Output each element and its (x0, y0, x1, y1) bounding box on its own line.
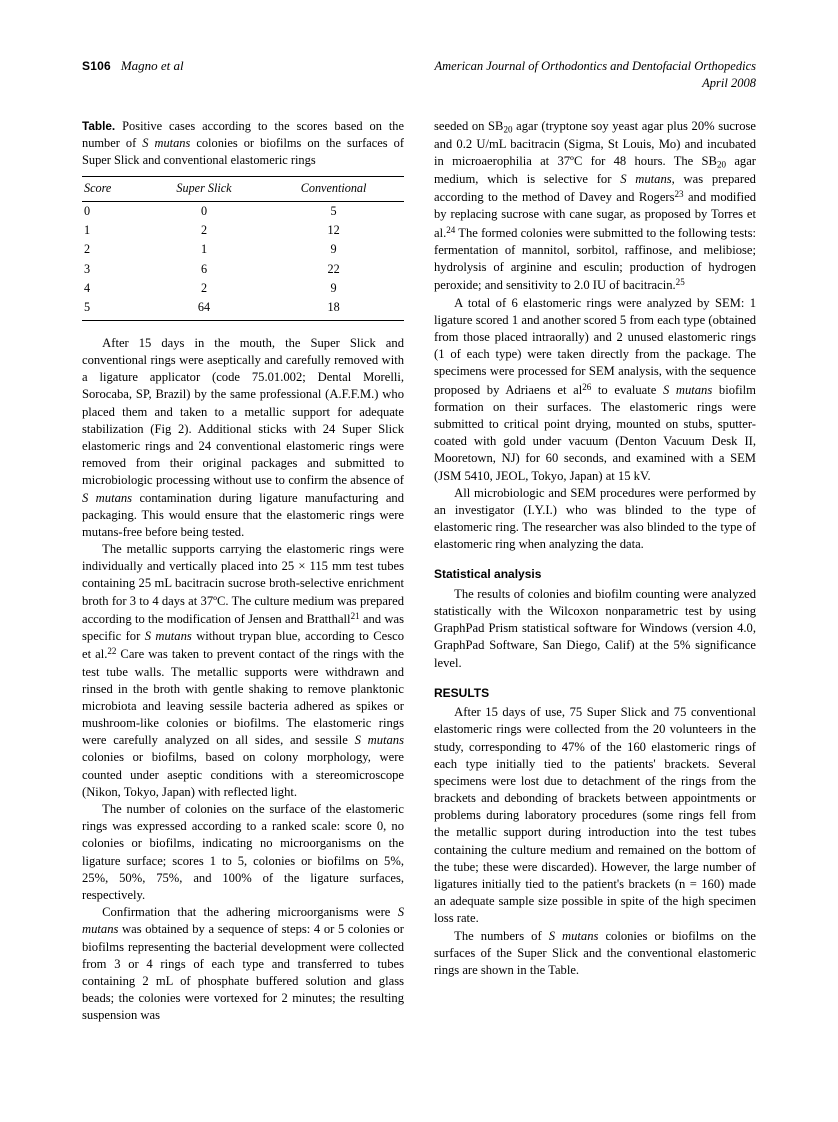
table-col-header-super-slick: Super Slick (145, 176, 263, 201)
paragraph-removal-procedure: After 15 days in the mouth, the Super Slick and conventional rings were aseptically and carefully removed with a ligature applicator (code 75.01.002; Dental Morelli, Sorocaba, SP, Brazil) by the same professional (A.F.F.M.) who placed them and taken to a metallic support for adequate stabilization (Fig 2). Additional sticks with 24 Super Slick elastomeric rings and 24 conventional elastomeric rings were removed from their original packages and submitted to microbiologic processing without use to confirm the absence of S mutans contamination during ligature manufacturing and packaging. This would ensure that the elastomeric rings were mutans-free before being tested. (82, 335, 404, 539)
paragraph-confirmation: Confirmation that the adhering microorganisms were S mutans was obtained by a sequence of steps: 4 or 5 colonies or biofilms representing the bacterial development were collected from 3 or 4 rings of each type and transferred to tubes containing 2 mL of phosphate buffered solution and glass beads; the colonies were vortexed for 2 minutes; the resulting suspension was (82, 905, 404, 1023)
page-number: S106 (82, 59, 111, 73)
left-column (82, 118, 404, 1024)
running-head-authors: Magno et al (120, 58, 184, 73)
table-row (82, 279, 404, 298)
table-body (82, 201, 404, 320)
cell-conventional: 9 (330, 280, 337, 295)
table-caption-text: Positive cases according to the scores based on the number of S mutans colonies or biofilms on the surfaces of Super Slick and conventional elastomeric rings (82, 119, 404, 167)
cell-super-slick: 64 (145, 298, 263, 320)
cell-score: 5 (82, 298, 145, 320)
heading-results: RESULTS (434, 685, 490, 700)
cell-conventional: 5 (330, 203, 337, 218)
table-row (82, 201, 404, 221)
table-row (82, 221, 404, 240)
table-row (82, 298, 404, 320)
table-col-header-score: Score (82, 176, 145, 201)
issue-date: April 2008 (702, 75, 756, 90)
running-head-left (82, 58, 184, 74)
cell-conventional: 12 (327, 223, 340, 238)
table-label: Table. (82, 119, 116, 133)
running-head-right (435, 58, 757, 92)
cell-conventional: 9 (330, 242, 337, 257)
paragraph-ranked-scale: The number of colonies on the surface of the elastomeric rings was expressed according to a ranked scale: score 0, no colonies or biofilms, indicating no microorganisms on the ligature surface; scores 1 to 5, colonies or biofilms on 5%, 25%, 50%, 75%, and 100% of the ligature surfaces, respectively. (82, 802, 404, 902)
cell-conventional: 22 (327, 261, 340, 276)
cell-score: 2 (84, 242, 91, 257)
cell-super-slick: 1 (200, 242, 208, 257)
cell-super-slick: 2 (200, 280, 208, 295)
running-head (82, 58, 756, 92)
paragraph-culture-medium: The metallic supports carrying the elastomeric rings were individually and vertically placed into 25 × 115 mm test tubes containing 25 mL bacitracin sucrose broth-selective enrichment broth for 3 to 4 days at 37ºC. The culture medium was prepared according to the modification of Jensen and Bratthall$^{21}$ and was specific for S mutans without trypan blue, according to Cesco et al.$^{22}$ Care was taken to prevent contact of the rings with the test tube walls. The metallic supports were withdrawn and rinsed in the broth with gentle shaking to remove planktonic microbiota and leaving sessile bacteria adhered as spikes or mushroom-like colonies or biofilms. The elastomeric rings were carefully analyzed on all sides, and sessile S mutans colonies or biofilms, based on colony morphology, were counted under aseptic conditions with a stereomicroscope (Nikon, Tokyo, Japan) with reflected light. (82, 542, 405, 799)
score-table (82, 176, 404, 321)
paragraph-results-collection: After 15 days of use, 75 Super Slick and 75 conventional elastomeric rings were collected from the 20 volunteers in the study, corresponding to 47% of the 160 elastomeric rings of each type initially tied to the patients' brackets. Several specimens were lost due to detachment of the rings from the brackets and debonding of brackets between appointments or problems during laboratory procedures (some rings fell from the metallic support during introduction into the test tubes containing the culture medium and remained on the bottom of the tube; these were discarded). However, the large number of ligatures initially tied to the patient's brackets (n = 160) made an adequate sample size possible in spite of the high specimen loss rate. (434, 705, 756, 926)
table-header-row (82, 176, 404, 201)
table-row (82, 259, 404, 278)
right-column (434, 118, 756, 979)
paragraph-results-table-ref: The numbers of S mutans colonies or biofilms on the surfaces of the Super Slick and the conventional elastomeric rings are shown in the Table. (434, 928, 756, 977)
cell-conventional: 18 (263, 298, 404, 320)
journal-title: American Journal of Orthodontics and Dentofacial Orthopedics (434, 59, 756, 73)
cell-super-slick: 0 (200, 203, 208, 218)
table-caption (82, 118, 404, 169)
cell-score: 4 (84, 280, 91, 295)
cell-score: 0 (84, 203, 91, 218)
cell-super-slick: 2 (200, 223, 208, 238)
cell-score: 1 (84, 223, 91, 238)
cell-super-slick: 6 (200, 261, 208, 276)
table-row (82, 240, 404, 259)
paragraph-sem-analysis: A total of 6 elastomeric rings were analyzed by SEM: 1 ligature scored 1 and another scored 5 from each type (obtained from those placed intraorally) and 2 unused elastomeric rings (1 of each type) were taken directly from the package. The specimens were processed for SEM analysis, with the sequence proposed by Adriaens et $al^{26}$ to evaluate S mutans biofilm formation on their surfaces. The elastomeric rings were submitted to critical point drying, mounted on stubs, sputter-coated with gold under vacuum (Denton Vacuum Desk II, Mooretown, NJ) for 60 seconds, and examined with a SEM (JSM 5410, JEOL, Tokyo, Japan) at 15 kV. (434, 295, 756, 483)
paragraph-statistics: The results of colonies and biofilm counting were analyzed statistically with the Wilcoxon nonparametric test by using GraphPad Prism statistical software for Windows (version 4.0, GraphPad Software, San Diego, Calif) at the 5% significance level. (434, 586, 756, 670)
cell-score: 3 (84, 261, 91, 276)
heading-statistical-analysis: Statistical analysis (434, 567, 542, 582)
paragraph-agar-seeding: seeded on $SB_{20}$ agar (tryptone soy yeast agar plus 20% sucrose and 0.2 U/mL bacitracin (Sigma, St Louis, Mo) and incubated in microaerophilia at 37ºC for 48 hours. The $SB_{20}$ agar medium, which is selective for S mutans, was prepared according to the method of Davey and Rogers$^{23}$ and modified by replacing sucrose with cane sugar, as proposed by Torres et al.$^{24}$ The formed colonies were submitted to the following tests: fermentation of mannitol, sorbitol, raffinose, and melibiose; hydrolysis of arginine and esculin; production of hydrogen peroxide; and sensitivity to 2.0 IU of bacitracin.$^{25}$ (434, 119, 756, 293)
paragraph-blinding: All microbiologic and SEM procedures were performed by an investigator (I.Y.I.) who was blinded to the type of elastomeric ring. The researcher was also blinded to the type of elastomeric ring when analyzing the data. (434, 485, 756, 552)
table-col-header-conventional: Conventional (263, 176, 404, 201)
